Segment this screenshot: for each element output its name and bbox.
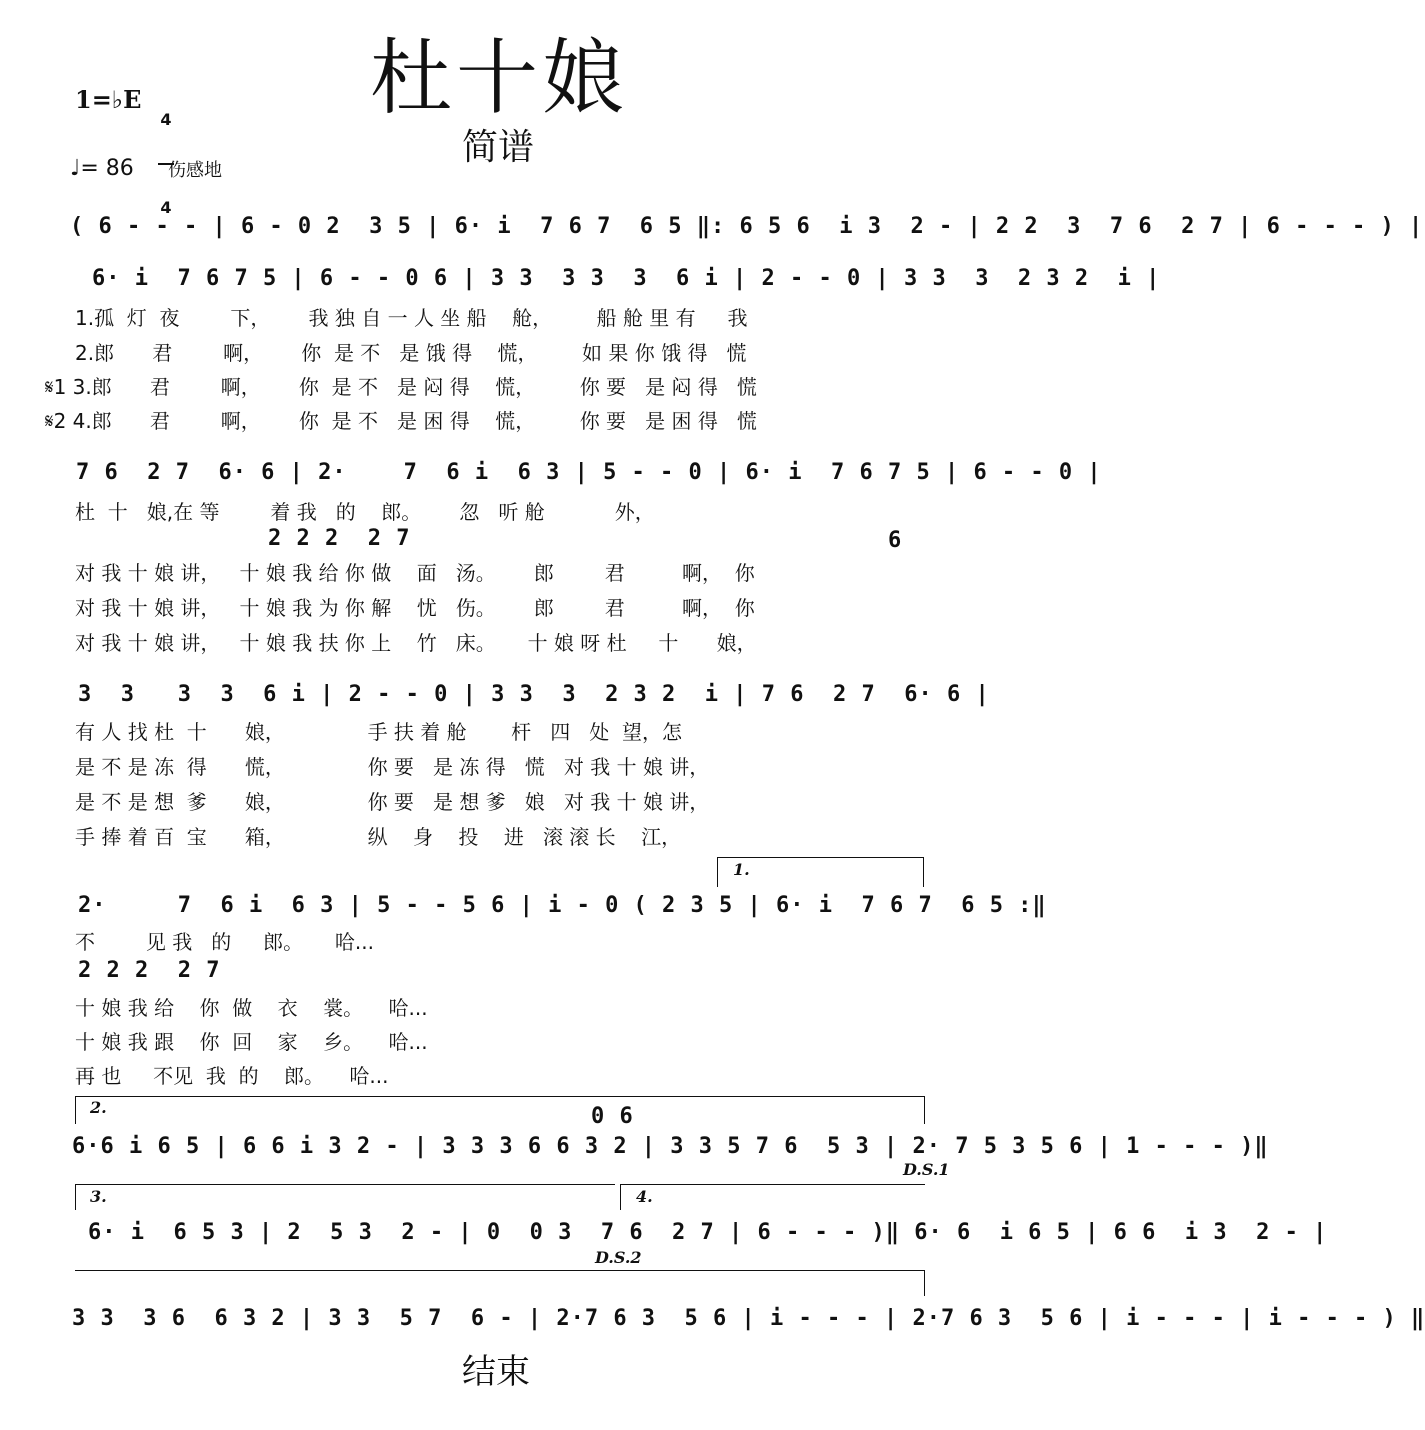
volta-2-bracket-left xyxy=(75,1096,76,1124)
volta-4-bracket xyxy=(620,1184,925,1185)
row2-lyric-3: 对 我 十 娘 讲， 十 娘 我 为 你 解 忧 伤。 郎 君 啊， 你 xyxy=(75,596,755,620)
row6-notes: 6· i 6 5 3 | 2 5 3 2 - | 0 0 3 7 6 2 7 | 6 - - - )‖ 6· 6 i 6 5 | 6 6 i 3 2 - | xyxy=(88,1220,1328,1245)
row4-lyric-1: 不 见 我 的 郎。 哈... xyxy=(75,930,374,954)
expression-marking: 伤感地 xyxy=(168,160,222,181)
volta-2-bracket-right xyxy=(924,1096,925,1124)
row5-notes: 6·6 i 6 5 | 6 6 i 3 2 - | 3 3 3 6 6 3 2 | 3 3 5 7 6 5 3 | 2· 7 5 3 5 6 | 1 - - - )‖ xyxy=(72,1134,1269,1159)
row1-lyric-3: 𝄋1 3.郎 君 啊， 你 是 不 是 闷 得 慌， 你 要 是 闷 得 慌 xyxy=(45,375,757,399)
ds2-marking: D.S.2 xyxy=(595,1248,642,1267)
volta-3-label: 3. xyxy=(90,1187,107,1206)
coda-bracket-right xyxy=(924,1270,925,1296)
volta-3-bracket-left xyxy=(75,1184,76,1210)
row2-alt-notes: 2 2 2 2 7 xyxy=(268,526,411,551)
time-bottom: 4 xyxy=(160,197,172,217)
row1-lyric-2: 2.郎 君 啊， 你 是 不 是 饿 得 慌， 如 果 你 饿 得 慌 xyxy=(75,341,747,365)
row2-lyric-2: 对 我 十 娘 讲， 十 娘 我 给 你 做 面 汤。 郎 君 啊， 你 xyxy=(75,561,755,585)
row3-lyric-2: 是 不 是 冻 得 慌， 你 要 是 冻 得 慌 对 我 十 娘 讲， xyxy=(75,755,710,779)
row3-notes: 3 3 3 3 6 i | 2 - - 0 | 3 3 3 2 3 2 i | 7 6 2 7 6· 6 | xyxy=(78,682,990,707)
row3-lyric-4: 手 捧 着 百 宝 箱， 纵 身 投 进 滚 滚 长 江， xyxy=(75,825,682,849)
ds1-marking: D.S.1 xyxy=(903,1160,950,1179)
row5-above-notes: 0 6 xyxy=(591,1104,634,1129)
row3-lyric-3: 是 不 是 想 爹 娘， 你 要 是 想 爹 娘 对 我 十 娘 讲， xyxy=(75,790,710,814)
volta-1-label: 1. xyxy=(733,860,750,879)
intro-notes: ( 6 - - - | 6 - 0 2 3 5 | 6· i 7 6 7 6 5 ‖: 6 5 6 i 3 2 - | 2 2 3 7 6 2 7 | 6 - - - ) | xyxy=(70,214,1424,239)
song-subtitle: 简谱 xyxy=(462,127,535,168)
row4-lyric-4: 再 也 不见 我 的 郎。 哈... xyxy=(75,1064,389,1088)
row2-lyric-4: 对 我 十 娘 讲， 十 娘 我 扶 你 上 竹 床。 十 娘 呀 杜 十 娘， xyxy=(75,631,757,655)
volta-4-bracket-left xyxy=(620,1184,621,1210)
volta-2-bracket xyxy=(75,1096,925,1097)
ending-label: 结束 xyxy=(462,1352,530,1392)
row2-alt-note-right: 6 xyxy=(888,528,903,553)
volta-1-bracket xyxy=(717,857,924,858)
row1-lyric-1: 1.孤 灯 夜 下， 我 独 自 一 人 坐 船 舱， 船 舱 里 有 我 xyxy=(75,306,748,330)
song-title: 杜十娘 xyxy=(370,31,629,126)
volta-1-bracket-left xyxy=(717,857,718,887)
tempo-marking: ♩= 86 xyxy=(70,156,134,181)
row2-lyric-1: 杜 十 娘,在 等 着 我 的 郎。 忽 听 舱 外， xyxy=(75,500,655,524)
key-signature: 1=♭E xyxy=(75,85,142,114)
row1-lyric-4: 𝄋2 4.郎 君 啊， 你 是 不 是 困 得 慌， 你 要 是 困 得 慌 xyxy=(45,409,757,433)
time-top: 4 xyxy=(160,109,172,129)
volta-1-bracket-right xyxy=(923,857,924,887)
row3-lyric-1: 有 人 找 杜 十 娘， 手 扶 着 舱 杆 四 处 望，怎 xyxy=(75,720,683,744)
row4-lyric-3: 十 娘 我 跟 你 回 家 乡。 哈... xyxy=(75,1030,428,1054)
row4-lyric-2: 十 娘 我 给 你 做 衣 裳。 哈... xyxy=(75,996,428,1020)
volta-3-bracket xyxy=(75,1184,615,1185)
row7-notes: 3 3 3 6 6 3 2 | 3 3 5 7 6 - | 2·7 6 3 5 6 | i - - - | 2·7 6 3 5 6 | i - - - | i - - - ) ‖ xyxy=(72,1306,1425,1331)
row2-notes: 7 6 2 7 6· 6 | 2· 7 6 i 6 3 | 5 - - 0 | 6· i 7 6 7 5 | 6 - - 0 | xyxy=(76,460,1102,485)
row1-notes: 6· i 7 6 7 5 | 6 - - 0 6 | 3 3 3 3 3 6 i | 2 - - 0 | 3 3 3 2 3 2 i | xyxy=(92,266,1161,291)
row4-alt-notes: 2 2 2 2 7 xyxy=(78,958,221,983)
row4-notes: 2· 7 6 i 6 3 | 5 - - 5 6 | i - 0 ( 2 3 5 | 6· i 7 6 7 6 5 :‖ xyxy=(78,893,1047,918)
coda-bracket xyxy=(75,1270,925,1271)
volta-4-label: 4. xyxy=(636,1187,653,1206)
volta-2-label: 2. xyxy=(90,1098,107,1117)
